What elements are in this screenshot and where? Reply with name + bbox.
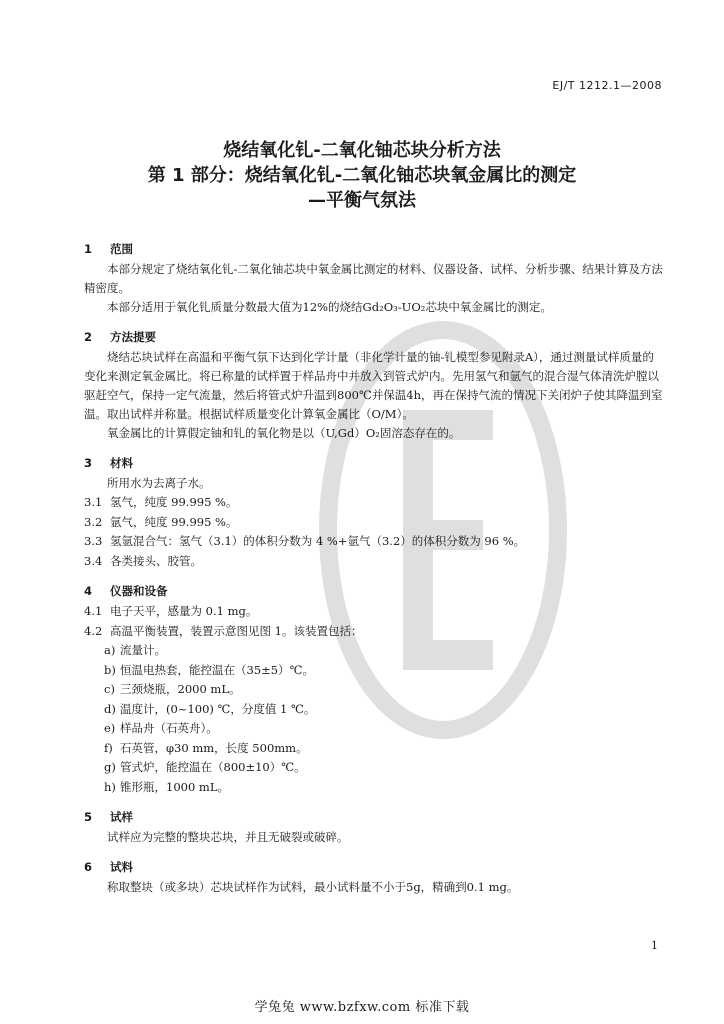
section-1-paragraph-2: 本部分适用于氧化钆质量分数最大值为12%的烧结Gd₂O₃-UO₂芯块中氧金属比的测定。 xyxy=(107,300,552,314)
method-subtitle: —平衡气氛法 xyxy=(308,190,416,211)
section-6-heading: 6 试料 xyxy=(84,860,133,874)
footer-source-link[interactable]: 学兔兔 www.bzfxw.com 标准下载 xyxy=(254,1000,470,1015)
sub-list-item: b) 恒温电热套，能控温在（35±5）℃。 xyxy=(104,662,314,677)
document-code: EJ/T 1212.1—2008 xyxy=(552,79,662,92)
document-body xyxy=(84,238,664,897)
list-item: 4.2 高温平衡装置，装置示意图见图 1。该装置包括： xyxy=(84,623,363,638)
part-title: 第 1 部分：烧结氧化钆-二氧化铀芯块氧金属比的测定 xyxy=(147,165,577,186)
list-item: 4.1 电子天平，感量为 0.1 mg。 xyxy=(84,604,258,618)
sub-list-item: e) 样品舟（石英舟）。 xyxy=(104,721,218,735)
section-2-heading: 2 方法提要 xyxy=(84,330,156,344)
list-item: 3.3 氢氩混合气：氢气（3.1）的体积分数为 4 %+氩气（3.2）的体积分数为 96 %。 xyxy=(84,534,526,548)
sub-list-item: c) 三颈烧瓶，2000 mL。 xyxy=(104,682,241,696)
main-title: 烧结氧化钆-二氧化铀芯块分析方法 xyxy=(223,140,501,161)
section-5-heading: 5 试样 xyxy=(84,810,133,824)
sub-list-item: f) 石英管，φ30 mm，长度 500mm。 xyxy=(104,740,308,755)
section-2-paragraph-1: 烧结芯块试样在高温和平衡气氛下达到化学计量（非化学计量的铀-钆模型参见附录A），通过测量试样质量的变化来测定氧金属比。将已称量的试样置于样品舟中并放入到管式炉内。先用氢气和氩气的混合湿气体清洗炉膛以驱赶空气，保持一定气流量，然后将管式炉升温到800℃并保温4h，再在保持气流的情况下关闭炉子使其降温到室温。取出试样并称量。根据试样质量变化计算氧金属比（O/M）。 xyxy=(84,350,663,421)
section-5-paragraph-1: 试样应为完整的整块芯块，并且无破裂或破碎。 xyxy=(107,830,349,844)
section-2-paragraph-2: 氧金属比的计算假定铀和钆的氧化物是以（U,Gd）O₂固溶态存在的。 xyxy=(107,426,461,440)
list-item: 3.4 各类接头、胶管。 xyxy=(84,553,202,568)
section-1-paragraph-1: 本部分规定了烧结氧化钆-二氧化铀芯块中氧金属比测定的材料、仪器设备、试样、分析步骤、结果计算及方法精密度。 xyxy=(84,262,663,295)
title-block xyxy=(0,138,724,213)
sub-list-item: d) 温度计，(0~100) ℃，分度值 1 ℃。 xyxy=(104,701,316,716)
section-6-paragraph-1: 称取整块（或多块）芯块试样作为试料，最小试料量不小于5g，精确到0.1 mg。 xyxy=(107,880,519,894)
list-item: 3.2 氩气，纯度 99.995 %。 xyxy=(84,514,238,529)
sub-list-item: g) 管式炉，能控温在（800±10）℃。 xyxy=(104,760,306,774)
list-item: 3.1 氢气，纯度 99.995 %。 xyxy=(84,495,238,509)
sub-list-item: a) 流量计。 xyxy=(104,643,166,657)
sub-list-item: h) 锥形瓶，1000 mL。 xyxy=(104,779,229,794)
section-4-heading: 4 仪器和设备 xyxy=(84,584,168,598)
page-number: 1 xyxy=(651,939,658,952)
section-3-heading: 3 材料 xyxy=(84,456,133,470)
section-1-heading: 1 范围 xyxy=(84,242,133,256)
section-3-paragraph-1: 所用水为去离子水。 xyxy=(107,476,211,490)
